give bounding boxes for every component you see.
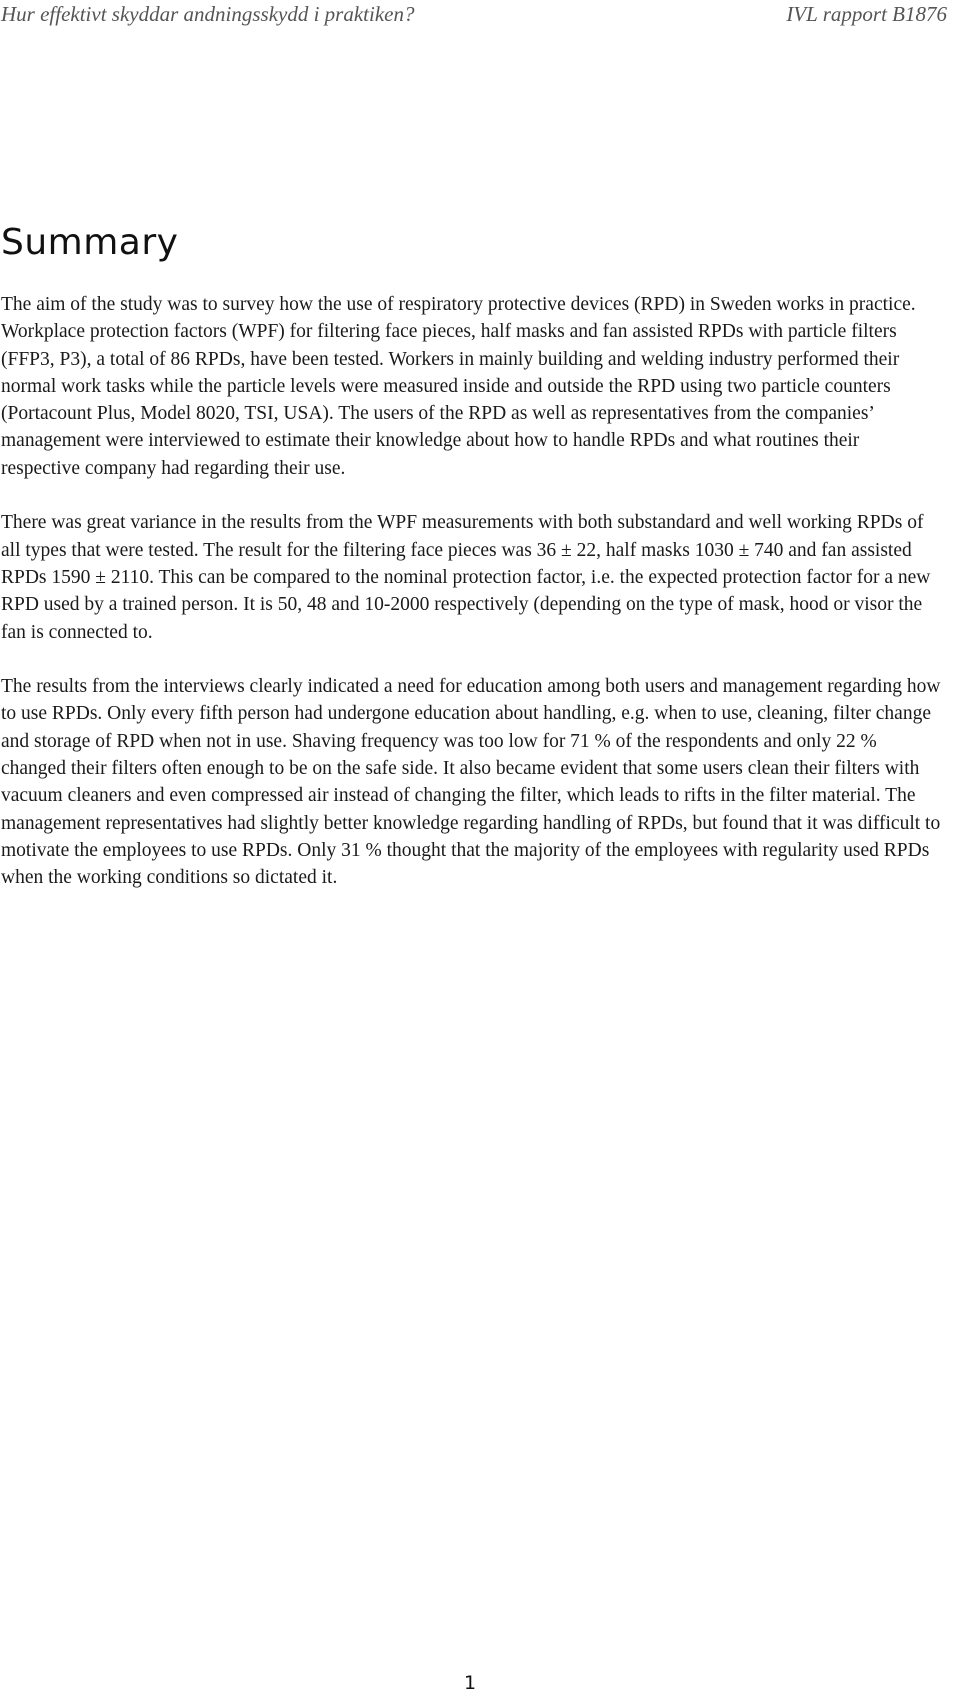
paragraph-interview-results: The results from the interviews clearly indicated a need for education among both users and management regarding how to use RPDs. Only every fifth person had undergone education about handling, e.g. when to use, cleaning, filter change and storage of RPD when not in use. Shaving frequency was too low for 71 % of the respondents and only 22 % changed their filters often enough to be on the safe side. It also became evident that some users clean their filters with vacuum cleaners and even compressed air instead of changing the filter, which leads to rifts in the filter material. The management representatives had slightly better knowledge regarding handling of RPDs, but found that it was difficult to motivate the employees to use RPDs. Only 31 % thought that the majority of the employees with regularity used RPDs when the working conditions so dictated it. [1, 676, 941, 889]
page-number: 1 [464, 1672, 477, 1694]
paragraph-wpf-results: There was great variance in the results from the WPF measurements with both substandard and well working RPDs of all types that were tested. The result for the filtering face pieces was 36 ± 22, half masks 1030 ± 740 and fan assisted RPDs 1590 ± 2110. This can be compared to the nominal protection factor, i.e. the expected protection factor for a new RPD used by a trained person. It is 50, 48 and 10-2000 respectively (depending on the type of mask, hood or visor the fan is connected to. [1, 512, 931, 643]
summary-body [1, 291, 942, 919]
section-title: Summary [1, 222, 179, 263]
header-report-number: IVL rapport B1876 [786, 2, 947, 26]
running-header [0, 2, 960, 30]
header-report-title: Hur effektivt skyddar andningsskydd i praktiken? [1, 2, 415, 26]
paragraph-study-aim: The aim of the study was to survey how the use of respiratory protective devices (RPD) in Sweden works in practice. Workplace protection factors (WPF) for filtering face pieces, half masks and fan assisted RPDs with particle filters (FFP3, P3), a total of 86 RPDs, have been tested. Workers in mainly building and welding industry performed their normal work tasks while the particle levels were measured inside and outside the RPD using two particle counters (Portacount Plus, Model 8020, TSI, USA). The users of the RPD as well as representatives from the companies’ management were interviewed to estimate their knowledge about how to handle RPDs and what routines their respective company had regarding their use. [1, 294, 916, 479]
